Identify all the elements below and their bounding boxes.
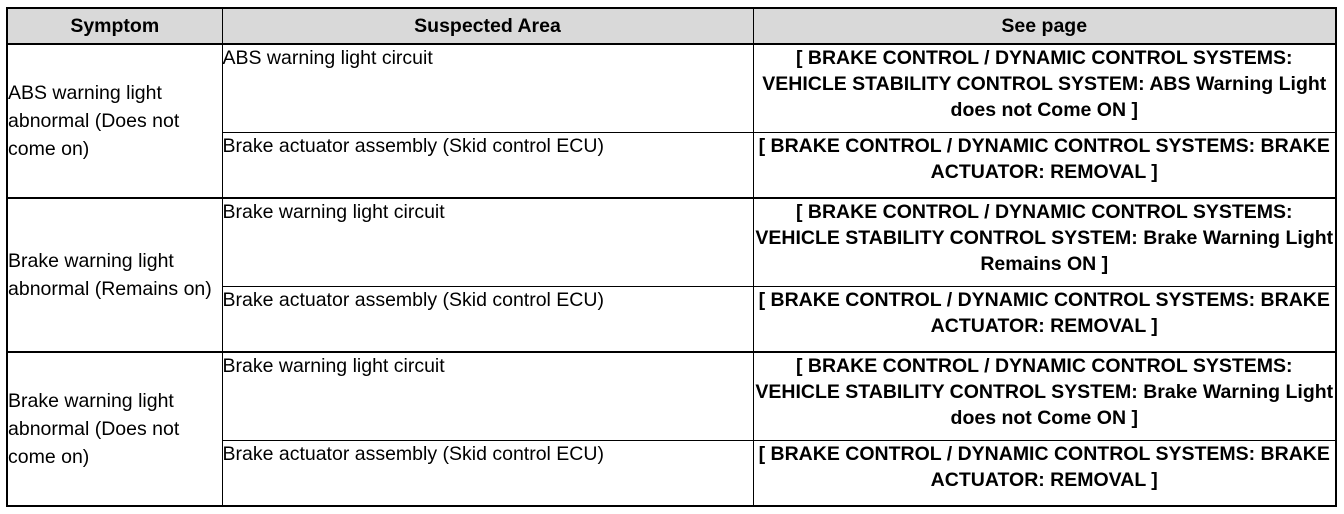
- table-header-row: [7, 8, 1336, 44]
- header-see-page: See page: [753, 8, 1336, 44]
- table-row: [7, 352, 1336, 441]
- see-page-link[interactable]: [ BRAKE CONTROL / DYNAMIC CONTROL SYSTEMS: VEHICLE STABILITY CONTROL SYSTEM: ABS Warning Light does not Come ON ]: [753, 44, 1336, 133]
- diagnostic-table: [6, 7, 1337, 507]
- see-page-link[interactable]: [ BRAKE CONTROL / DYNAMIC CONTROL SYSTEMS: BRAKE ACTUATOR: REMOVAL ]: [753, 441, 1336, 506]
- symptom-cell: ABS warning light abnormal (Does not come on): [7, 44, 222, 198]
- suspected-area-cell: ABS warning light circuit: [222, 44, 753, 133]
- table-row: [7, 44, 1336, 133]
- see-page-link[interactable]: [ BRAKE CONTROL / DYNAMIC CONTROL SYSTEMS: BRAKE ACTUATOR: REMOVAL ]: [753, 133, 1336, 198]
- symptom-cell: Brake warning light abnormal (Remains on): [7, 198, 222, 352]
- suspected-area-cell: Brake actuator assembly (Skid control ECU): [222, 441, 753, 506]
- see-page-link[interactable]: [ BRAKE CONTROL / DYNAMIC CONTROL SYSTEMS: BRAKE ACTUATOR: REMOVAL ]: [753, 287, 1336, 352]
- header-symptom: Symptom: [7, 8, 222, 44]
- header-suspected-area: Suspected Area: [222, 8, 753, 44]
- symptom-cell: Brake warning light abnormal (Does not come on): [7, 352, 222, 506]
- see-page-link[interactable]: [ BRAKE CONTROL / DYNAMIC CONTROL SYSTEMS: VEHICLE STABILITY CONTROL SYSTEM: Brake Warning Light Remains ON ]: [753, 198, 1336, 287]
- see-page-link[interactable]: [ BRAKE CONTROL / DYNAMIC CONTROL SYSTEMS: VEHICLE STABILITY CONTROL SYSTEM: Brake Warning Light does not Come ON ]: [753, 352, 1336, 441]
- suspected-area-cell: Brake warning light circuit: [222, 198, 753, 287]
- suspected-area-cell: Brake warning light circuit: [222, 352, 753, 441]
- suspected-area-cell: Brake actuator assembly (Skid control ECU): [222, 133, 753, 198]
- table-row: [7, 198, 1336, 287]
- suspected-area-cell: Brake actuator assembly (Skid control ECU): [222, 287, 753, 352]
